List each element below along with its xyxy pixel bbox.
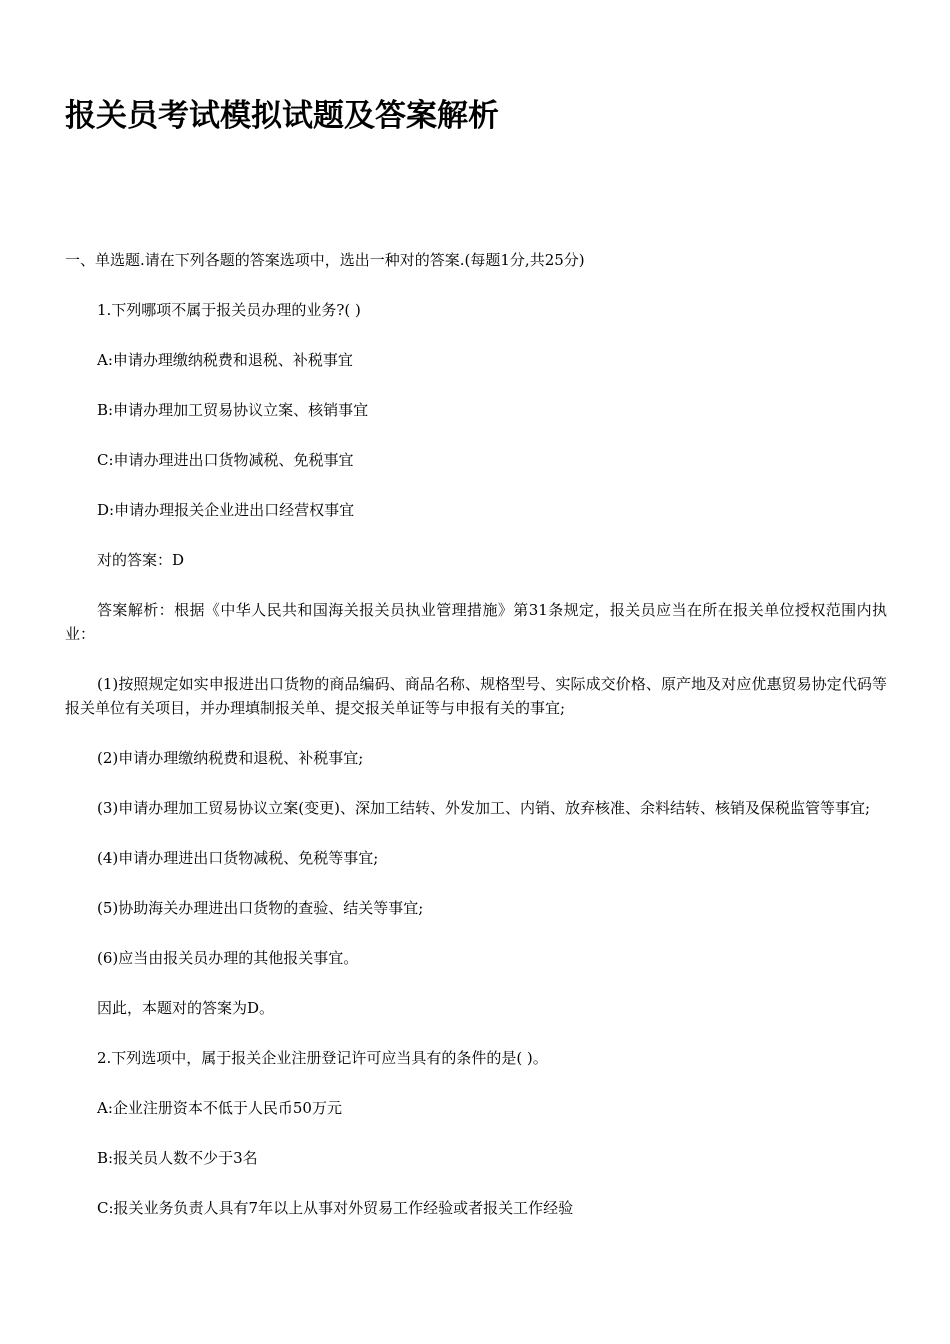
- section-heading: 一、单选题.请在下列各题的答案选项中，选出一种对的答案.(每题1分,共25分): [65, 251, 585, 269]
- analysis-item: (3)申请办理加工贸易协议立案(变更)、深加工结转、外发加工、内销、放弃核准、余料结转、核销及保税监管等事宜;: [97, 799, 871, 817]
- answer-option: B:报关员人数不少于3名: [97, 1149, 258, 1167]
- answer-option: C:报关业务负责人具有7年以上从事对外贸易工作经验或者报关工作经验: [97, 1199, 574, 1217]
- answer-analysis: 答案解析：根据《中华人民共和国海关报关员执业管理措施》第31条规定，报关员应当在所在报关单位授权范围内执业：: [65, 601, 887, 643]
- analysis-item: (2)申请办理缴纳税费和退税、补税事宜;: [97, 749, 364, 767]
- answer-option: A:申请办理缴纳税费和退税、补税事宜: [97, 351, 353, 369]
- analysis-item: (1)按照规定如实申报进出口货物的商品编码、商品名称、规格型号、实际成交价格、原产地及对应优惠贸易协定代码等报关单位有关项目，并办理填制报关单、提交报关单证等与申报有关的事宜;: [65, 675, 887, 717]
- document-title: 报关员考试模拟试题及答案解析: [65, 98, 499, 134]
- correct-answer: 对的答案：D: [97, 551, 185, 569]
- question-stem: 2.下列选项中，属于报关企业注册登记许可应当具有的条件的是( )。: [97, 1049, 548, 1067]
- answer-conclusion: 因此，本题对的答案为D。: [97, 999, 275, 1017]
- document-body: [65, 248, 887, 1220]
- analysis-item: (4)申请办理进出口货物减税、免税等事宜;: [97, 849, 379, 867]
- analysis-item: (6)应当由报关员办理的其他报关事宜。: [97, 949, 359, 967]
- question-stem: 1.下列哪项不属于报关员办理的业务?( ): [97, 301, 361, 319]
- answer-option: D:申请办理报关企业进出口经营权事宜: [97, 501, 355, 519]
- analysis-item: (5)协助海关办理进出口货物的查验、结关等事宜;: [97, 899, 424, 917]
- answer-option: B:申请办理加工贸易协议立案、核销事宜: [97, 401, 369, 419]
- answer-option: A:企业注册资本不低于人民币50万元: [97, 1099, 342, 1117]
- answer-option: C:申请办理进出口货物减税、免税事宜: [97, 451, 354, 469]
